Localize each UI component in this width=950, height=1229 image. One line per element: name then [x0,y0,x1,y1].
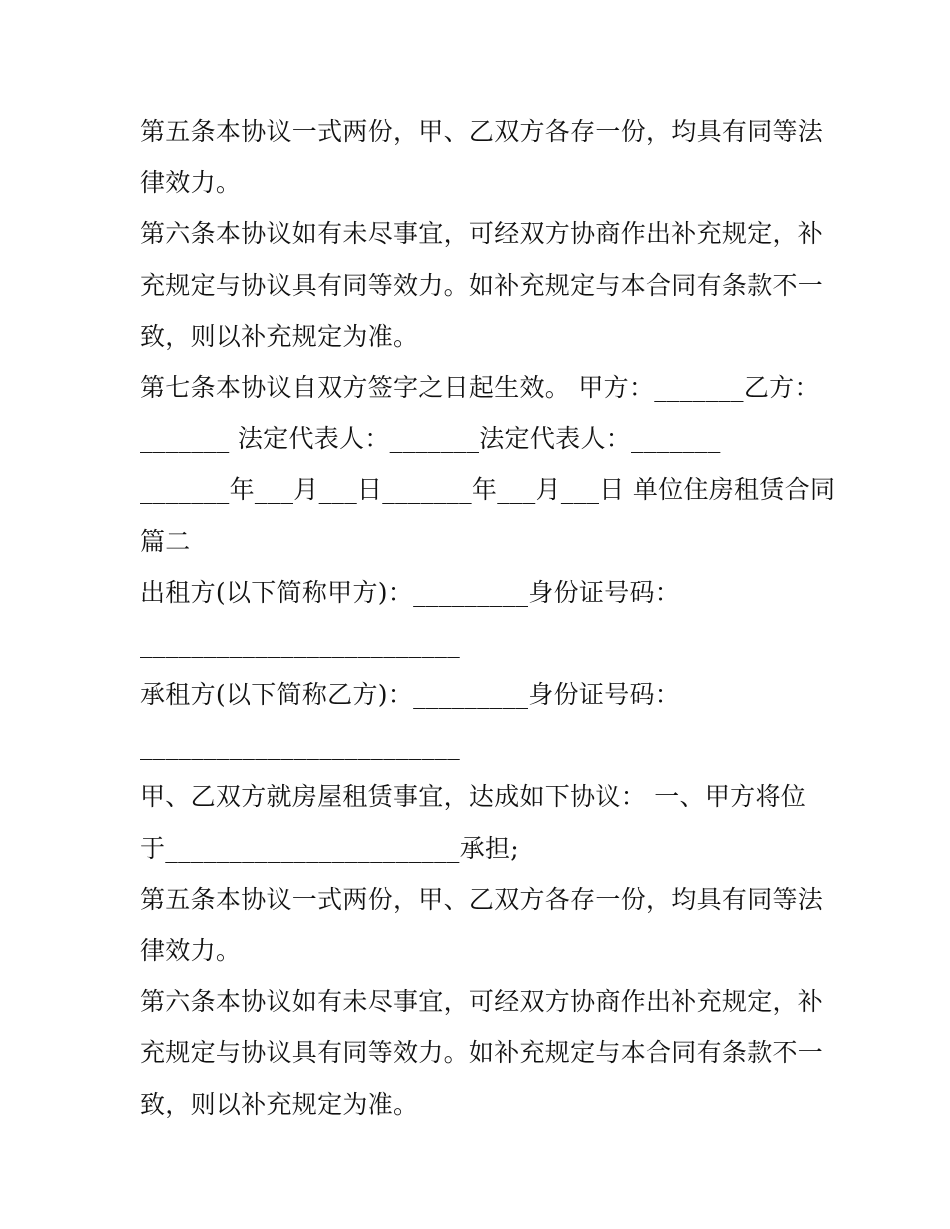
text-line: 致，则以补充规定为准。 [140,321,419,351]
text-line: 充规定与协议具有同等效力。如补充规定与本合同有条款不一 [140,270,824,300]
text-line: 第六条本协议如有未尽事宜，可经双方协商作出补充规定，补 [140,219,824,249]
text-line: _______ 法定代表人：_______法定代表人：_______ [140,424,721,454]
section-heading: 篇二 [140,526,191,556]
text-line: 出租方(以下简称甲方)：_________身份证号码： [140,577,681,607]
text-line: 于_______________________承担; [140,833,520,863]
text-line: 律效力。 [140,936,242,965]
document-page [140,106,836,1130]
text-line: 第七条本协议自双方签字之日起生效。 甲方：_______乙方： [140,372,820,402]
text-line: 第五条本协议一式两份，甲、乙双方各存一份，均具有同等法 [140,884,824,914]
blank-line: _________________________ [140,628,460,658]
text-line: 承租方(以下简称乙方)：_________身份证号码： [140,680,681,710]
text-line: 第六条本协议如有未尽事宜，可经双方协商作出补充规定，补 [140,987,824,1017]
blank-line: _________________________ [140,731,460,761]
text-line: 甲、乙双方就房屋租赁事宜，达成如下协议： 一、甲方将位 [140,782,807,812]
text-line: _______年___月___日_______年___月___日 单位住房租赁合同 [140,475,836,505]
text-line: 律效力。 [140,168,242,198]
text-line: 第五条本协议一式两份，甲、乙双方各存一份，均具有同等法 [140,117,824,146]
text-line: 致，则以补充规定为准。 [140,1089,419,1119]
text-line: 充规定与协议具有同等效力。如补充规定与本合同有条款不一 [140,1038,824,1068]
